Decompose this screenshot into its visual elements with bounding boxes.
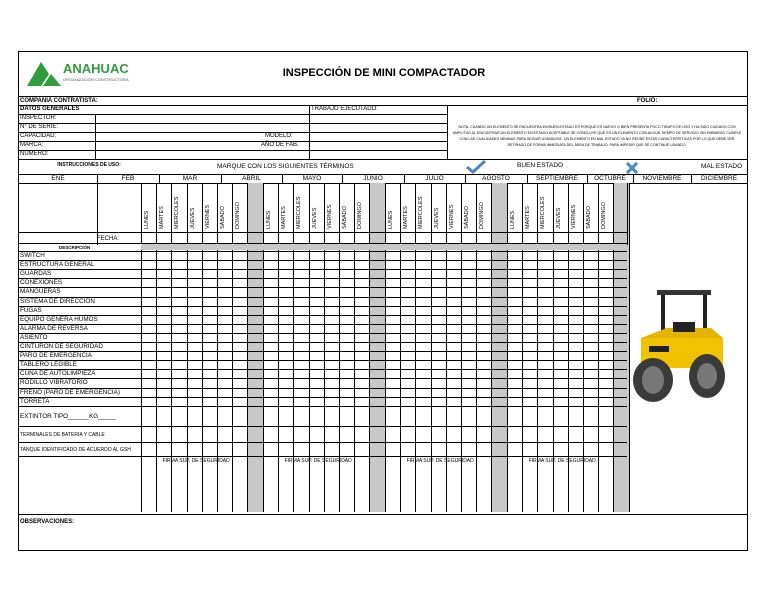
day-label: MIERCOLES (418, 196, 425, 229)
inspection-sheet (18, 51, 748, 551)
item-label: ALARMA DE REVERSA (20, 324, 88, 332)
signature-label: FIRMA SUP. DE SEGURIDAD (528, 457, 596, 464)
day-label: SÁBADO (464, 206, 470, 229)
work-label: TRABAJO EJECUTADO: (311, 106, 378, 112)
day-label: SÁBADO (220, 206, 226, 229)
checkmark-icon (465, 160, 487, 174)
serial-label: N° DE SERIE: (20, 124, 59, 130)
item-label: CONEXIONES (20, 279, 62, 287)
general-data-label: DATOS GENERALES (20, 106, 80, 112)
day-label: DOMINGO (601, 202, 608, 229)
day-label: MIERCOLES (296, 196, 303, 229)
extra-item-label: TANQUE IDENTIFICADO DE ACUERDO AL GSH (20, 446, 131, 453)
day-label: MARTES (281, 206, 288, 229)
item-label: SISTEMA DE DIRECCIÓN (20, 297, 95, 305)
item-label: FRENO (PARO DE EMERGENCIA) (20, 388, 120, 396)
day-label: SÁBADO (586, 206, 592, 229)
note-text: NOTA: CUANDO UN ELEMENTO SE ENCUENTRA EN BUEN ESTADO ES PORQUE ES NUEVO O BIEN PRESENTA POCO TIEMPO DE USO Y HA SIDO CUIDADO CON AMPLITUD AL ENCONTRAR UN ELEMENTO EN ESTADO ACEPTABLE SE CONCLUYE QUE ES UN ELEMENTO CON ALGÚN TIEMPO DE SERVICIO SIN EMBARGO CUMPLE CON LAS CUALIDADES MÍNIMAS PARA SEGUIR USÁNDOSE. UN ELEMENTO EN MAL ESTADO YA NO REUNE ESTAS CARACTERÍSTICAS POR LO QUE DEBE SER RETIRADO DE FORMA INMEDIATA DEL ÁREA DE TRABAJO, PARA IMPEDIR QUE SE CONTINUE USANDO. (452, 125, 742, 147)
month-ene: ENE (51, 175, 65, 182)
day-label: VIERNES (326, 204, 333, 229)
day-label: LUNES (510, 210, 516, 229)
page-title: INSPECCIÓN DE MINI COMPACTADOR (282, 67, 486, 79)
day-label: JUEVES (311, 207, 318, 229)
day-label: DOMINGO (479, 202, 486, 229)
day-label: VIERNES (448, 204, 455, 229)
extra-item-label: TERMINALES DE BATERIA Y CABLE (20, 431, 105, 438)
day-label: LUNES (388, 210, 394, 229)
extra-item-label: EXTINTOR TIPO______KG_____ (20, 412, 116, 420)
day-label: VIERNES (204, 204, 211, 229)
day-label: MIERCOLES (174, 196, 181, 229)
month-julio: JULIO (425, 175, 444, 182)
item-label: CINTURON DE SEGURIDAD (20, 343, 103, 350)
logo-text: ANAHUAC (63, 61, 129, 76)
item-label: RODILLO VIBRATORIO (20, 379, 88, 387)
model-label: MODELO: (265, 133, 293, 139)
month-diciembre: DICIEMBRE (700, 175, 738, 182)
item-label: CUÑA DE AUTOLIMPIEZA (20, 370, 96, 378)
signature-label: FIRMA SUP. DE SEGURIDAD (162, 457, 230, 464)
item-label: FUGAS (20, 306, 42, 314)
day-label: LUNES (144, 210, 150, 229)
month-abril: ABRIL (242, 175, 261, 182)
month-junio: JUNIO (363, 175, 383, 182)
description-label: DESCRIPCIÓN (59, 245, 91, 250)
day-label: VIERNES (570, 204, 577, 229)
day-label: JUEVES (555, 207, 562, 229)
signature-label: FIRMA SUP. DE SEGURIDAD (284, 457, 352, 464)
item-label: TABLERO LEGIBLE (20, 361, 77, 369)
number-label: NUMERO: (20, 151, 49, 157)
day-label: DOMINGO (357, 202, 364, 229)
item-label: ASIENTO (20, 333, 48, 341)
item-label: MANGUERAS (20, 288, 61, 296)
day-label: LUNES (266, 210, 272, 229)
month-octubre: OCTUBRE (594, 175, 626, 182)
bad-state-label: MAL ESTADO (701, 163, 743, 170)
observations-label: OBSERVACIONES: (20, 519, 75, 525)
day-label: MARTES (159, 206, 166, 229)
day-label: SÁBADO (342, 206, 348, 229)
day-label: JUEVES (433, 207, 440, 229)
day-label: DOMINGO (235, 202, 242, 229)
day-label: MIERCOLES (540, 196, 547, 229)
x-mark-icon (625, 162, 639, 174)
folio-label: FOLIO: (637, 98, 658, 104)
month-mar: MAR (182, 175, 198, 182)
good-state-label: BUEN ESTADO (517, 162, 564, 169)
month-mayo: MAYO (302, 175, 322, 182)
mini-compactor-image (627, 288, 731, 406)
logo-subtext: ORGANIZACIÓN CONSTRUCTORA (63, 77, 129, 82)
company-label: COMPAÑÍA CONTRATISTA: (20, 98, 98, 104)
year-label: AÑO DE FAB. (261, 142, 299, 148)
item-label: PARO DE EMERGENCIA (20, 352, 92, 360)
fecha-label: FECHA: (97, 236, 120, 242)
month-agosto: AGOSTO (482, 175, 510, 182)
day-label: MARTES (525, 206, 532, 229)
brand-label: MARCA: (20, 142, 44, 148)
inspector-label: INSPECTOR: (20, 115, 57, 121)
capacity-label: CAPACIDAD: (20, 133, 57, 139)
mark-terms-label: MARQUE CON LOS SIGUIENTES TÉRMINOS (217, 163, 354, 170)
item-label: ESTRUCTURA GENERAL (20, 261, 95, 269)
day-label: MARTES (403, 206, 410, 229)
item-label: SWITCH (20, 252, 45, 259)
item-label: TORRETA (20, 397, 50, 405)
instructions-label: INSTRUCCIONES DE USO: (57, 162, 121, 168)
month-feb: FEB (121, 175, 135, 182)
day-label: JUEVES (189, 207, 196, 229)
item-label: GUARDAS (20, 270, 52, 278)
month-noviembre: NOVIEMBRE (642, 175, 682, 182)
item-label: EQUIPO GENERA HUMOS (20, 315, 98, 323)
signature-label: FIRMA SUP. DE SEGURIDAD (406, 457, 474, 464)
month-septiembre: SEPTIEMBRE (536, 175, 578, 182)
